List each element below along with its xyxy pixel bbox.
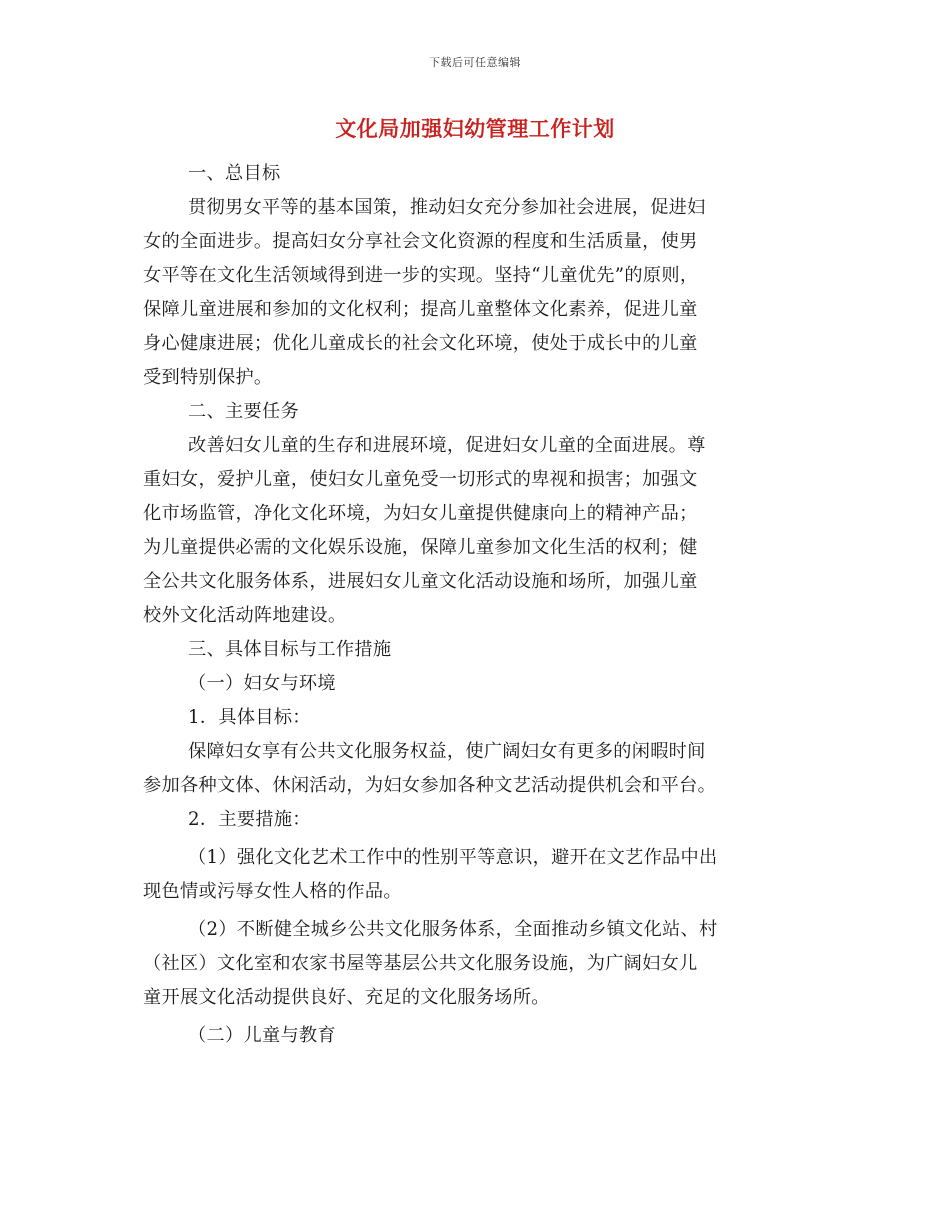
paragraph-line: 保障儿童进展和参加的文化权利；提高儿童整体文化素养，促进儿童 bbox=[143, 299, 698, 320]
section-heading-measures: 三、具体目标与工作措施 bbox=[188, 639, 392, 660]
paragraph-line: （1）强化文化艺术工作中的性别平等意识，避开在文艺作品中出 bbox=[188, 847, 718, 868]
paragraph-line: 参加各种文体、休闲活动，为妇女参加各种文艺活动提供机会和平台。 bbox=[143, 775, 717, 796]
paragraph-line: 重妇女，爱护儿童，使妇女儿童免受一切形式的卑视和损害；加强文 bbox=[143, 469, 698, 490]
paragraph-line: 为儿童提供必需的文化娱乐设施，保障儿童参加文化生活的权利；健 bbox=[143, 537, 698, 558]
paragraph-line: （社区）文化室和农家书屋等基层公共文化服务设施，为广阔妇女儿 bbox=[143, 953, 698, 974]
paragraph-line: 女的全面进步。提高妇女分享社会文化资源的程度和生活质量，使男 bbox=[143, 231, 698, 252]
paragraph-line: 保障妇女享有公共文化服务权益，使广阔妇女有更多的闲暇时间 bbox=[188, 741, 706, 762]
paragraph-line: 身心健康进展；优化儿童成长的社会文化环境，使处于成长中的儿童 bbox=[143, 333, 698, 354]
paragraph-line: 受到特别保护。 bbox=[143, 367, 273, 388]
document-title: 文化局加强妇幼管理工作计划 bbox=[335, 116, 615, 141]
paragraph-line: 童开展文化活动提供良好、充足的文化服务场所。 bbox=[143, 987, 550, 1008]
subsection-heading-children-education: （二）儿童与教育 bbox=[188, 1025, 336, 1046]
subsection-heading-women-environment: （一）妇女与环境 bbox=[188, 673, 336, 694]
section-heading-tasks: 二、主要任务 bbox=[188, 401, 299, 422]
document-body bbox=[143, 157, 809, 1053]
paragraph-line: 改善妇女儿童的生存和进展环境，促进妇女儿童的全面进展。尊 bbox=[188, 435, 706, 456]
paragraph-line: 女平等在文化生活领域得到进一步的实现。坚持“儿童优先”的原则， bbox=[143, 265, 699, 286]
paragraph-line: （2）不断健全城乡公共文化服务体系，全面推动乡镇文化站、村 bbox=[188, 919, 718, 940]
paragraph-line: 现色情或污辱女性人格的作品。 bbox=[143, 881, 402, 902]
page-header-note: 下载后可任意编辑 bbox=[429, 56, 521, 69]
paragraph-line: 贯彻男女平等的基本国策，推动妇女充分参加社会进展，促进妇 bbox=[188, 197, 706, 218]
section-heading-goal: 一、总目标 bbox=[188, 163, 281, 184]
item-heading-main-measures: 2．主要措施： bbox=[188, 809, 311, 830]
item-heading-specific-goals: 1．具体目标： bbox=[188, 707, 311, 728]
paragraph-line: 全公共文化服务体系，进展妇女儿童文化活动设施和场所，加强儿童 bbox=[143, 571, 698, 592]
paragraph-line: 化市场监管，净化文化环境，为妇女儿童提供健康向上的精神产品； bbox=[143, 503, 698, 524]
paragraph-line: 校外文化活动阵地建设。 bbox=[143, 605, 347, 626]
